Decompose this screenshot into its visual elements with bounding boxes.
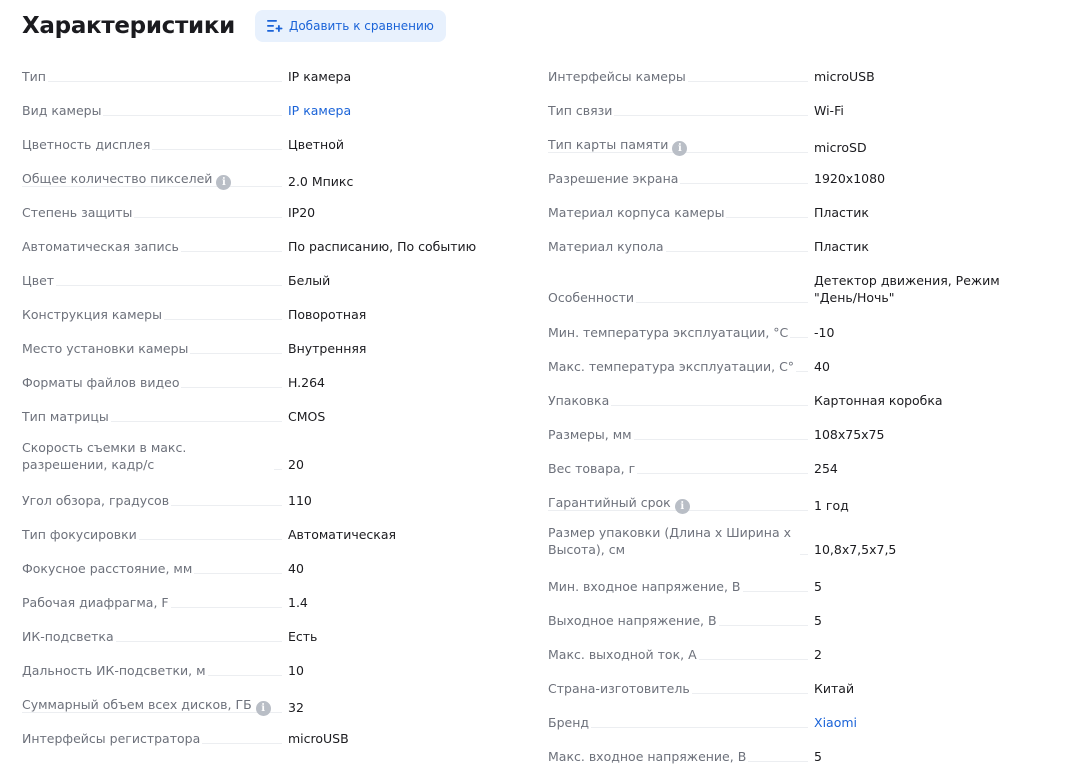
spec-label: Размеры, мм bbox=[548, 427, 632, 442]
spec-row bbox=[22, 592, 492, 611]
spec-label: Форматы файлов видео bbox=[22, 375, 180, 390]
spec-row bbox=[22, 626, 492, 645]
spec-label-cell bbox=[22, 372, 288, 391]
spec-value: Пластик bbox=[814, 205, 869, 220]
spec-row bbox=[548, 492, 1048, 514]
spec-label-cell bbox=[22, 660, 288, 679]
spec-value: Картонная коробка bbox=[814, 393, 943, 408]
spec-row bbox=[548, 458, 1048, 477]
spec-label: Упаковка bbox=[548, 393, 610, 408]
spec-row bbox=[548, 322, 1048, 341]
spec-label-cell bbox=[548, 678, 814, 697]
spec-value: 20 bbox=[288, 457, 304, 472]
spec-row bbox=[22, 406, 492, 425]
spec-value: 5 bbox=[814, 749, 822, 764]
spec-row bbox=[548, 236, 1048, 255]
spec-value: microUSB bbox=[814, 69, 875, 84]
spec-value-link[interactable]: IP камера bbox=[288, 103, 352, 118]
spec-row bbox=[22, 524, 492, 543]
spec-value: microUSB bbox=[288, 731, 349, 746]
spec-value: H.264 bbox=[288, 375, 326, 390]
spec-label: Место установки камеры bbox=[22, 341, 189, 356]
spec-label-cell bbox=[22, 558, 288, 577]
spec-label: Гарантийный срок i bbox=[548, 495, 692, 510]
info-icon[interactable]: i bbox=[675, 499, 690, 514]
spec-label-cell bbox=[22, 270, 288, 289]
spec-row bbox=[22, 270, 492, 289]
spec-value: 2.0 Мпикс bbox=[288, 174, 354, 189]
spec-label-cell bbox=[22, 592, 288, 611]
spec-label-cell bbox=[548, 356, 814, 375]
spec-row bbox=[548, 356, 1048, 375]
spec-label-cell bbox=[548, 458, 814, 477]
spec-value: 40 bbox=[288, 561, 304, 576]
spec-row bbox=[548, 390, 1048, 409]
spec-row bbox=[548, 100, 1048, 119]
section-title: Характеристики bbox=[22, 13, 235, 39]
spec-label-cell bbox=[22, 66, 288, 85]
spec-value: 10 bbox=[288, 663, 304, 678]
spec-row bbox=[548, 678, 1048, 697]
spec-label-cell bbox=[22, 490, 288, 509]
spec-label: Тип карты памяти i bbox=[548, 137, 689, 152]
spec-row bbox=[22, 694, 492, 716]
spec-label: Особенности bbox=[548, 290, 635, 305]
spec-row bbox=[548, 524, 1048, 558]
spec-row bbox=[22, 134, 492, 153]
spec-label-cell bbox=[548, 492, 814, 514]
spec-label: Дальность ИК-подсветки, м bbox=[22, 663, 206, 678]
spec-label-cell bbox=[548, 202, 814, 221]
spec-value: Китай bbox=[814, 681, 855, 696]
spec-label: Конструкция камеры bbox=[22, 307, 162, 322]
spec-value: 40 bbox=[814, 359, 830, 374]
spec-row bbox=[22, 66, 492, 85]
spec-leader-line bbox=[22, 285, 282, 286]
spec-value: 1.4 bbox=[288, 595, 308, 610]
spec-label: Макс. входное напряжение, В bbox=[548, 749, 747, 764]
spec-label-cell bbox=[548, 168, 814, 187]
spec-label: Тип bbox=[22, 69, 46, 84]
spec-value: microSD bbox=[814, 140, 867, 155]
spec-value-link[interactable]: Xiaomi bbox=[814, 715, 857, 730]
spec-row bbox=[22, 728, 492, 747]
spec-label-cell bbox=[22, 304, 288, 323]
info-icon[interactable]: i bbox=[256, 701, 271, 716]
add-to-compare-button[interactable] bbox=[255, 10, 446, 42]
spec-row bbox=[548, 746, 1048, 765]
spec-label-cell bbox=[22, 694, 288, 716]
spec-value: Детектор движения, Режим "День/Ночь" bbox=[814, 273, 1000, 305]
spec-row bbox=[22, 558, 492, 577]
spec-row bbox=[548, 202, 1048, 221]
spec-label-cell bbox=[22, 202, 288, 221]
spec-row bbox=[548, 712, 1048, 731]
spec-label-cell bbox=[548, 100, 814, 119]
spec-label: Вес товара, г bbox=[548, 461, 636, 476]
spec-row bbox=[548, 168, 1048, 187]
spec-label: Материал купола bbox=[548, 239, 664, 254]
spec-value: Цветной bbox=[288, 137, 344, 152]
spec-value: IP20 bbox=[288, 205, 316, 220]
spec-row bbox=[22, 202, 492, 221]
spec-label: Общее количество пикселей i bbox=[22, 171, 233, 186]
spec-label-cell bbox=[548, 712, 814, 731]
spec-row bbox=[548, 576, 1048, 595]
spec-row bbox=[22, 168, 492, 190]
spec-label-cell bbox=[548, 66, 814, 85]
compare-list-icon bbox=[267, 19, 283, 33]
spec-label: ИК-подсветка bbox=[22, 629, 114, 644]
spec-value: По расписанию, По событию bbox=[288, 239, 477, 254]
spec-label: Тип фокусировки bbox=[22, 527, 137, 542]
spec-value: CMOS bbox=[288, 409, 326, 424]
spec-label: Цветность дисплея bbox=[22, 137, 151, 152]
spec-row bbox=[548, 272, 1048, 306]
spec-value: 1920x1080 bbox=[814, 171, 886, 186]
spec-label-cell bbox=[548, 134, 814, 156]
add-to-compare-label: Добавить к сравнению bbox=[288, 19, 434, 33]
spec-label: Скорость съемки в макс. разрешении, кадр/с bbox=[22, 439, 274, 473]
info-icon[interactable]: i bbox=[672, 141, 687, 156]
spec-label: Степень защиты bbox=[22, 205, 133, 220]
spec-value: 2 bbox=[814, 647, 822, 662]
spec-label-cell bbox=[22, 439, 288, 473]
spec-label-cell bbox=[548, 424, 814, 443]
spec-row bbox=[22, 100, 492, 119]
spec-value: -10 bbox=[814, 325, 835, 340]
spec-row bbox=[22, 660, 492, 679]
spec-label: Интерфейсы регистратора bbox=[22, 731, 201, 746]
spec-value: 10,8x7,5x7,5 bbox=[814, 542, 897, 557]
spec-label: Тип связи bbox=[548, 103, 613, 118]
section-header bbox=[22, 10, 446, 42]
spec-label-cell bbox=[22, 406, 288, 425]
spec-row bbox=[548, 66, 1048, 85]
spec-value: 5 bbox=[814, 613, 822, 628]
spec-label-cell bbox=[548, 390, 814, 409]
spec-value: Поворотная bbox=[288, 307, 367, 322]
spec-row bbox=[548, 134, 1048, 156]
spec-label-cell bbox=[22, 626, 288, 645]
spec-row bbox=[22, 338, 492, 357]
spec-row bbox=[22, 236, 492, 255]
spec-label: Макс. температура эксплуатации, С° bbox=[548, 359, 795, 374]
spec-label: Бренд bbox=[548, 715, 590, 730]
spec-label: Тип матрицы bbox=[22, 409, 109, 424]
spec-value: Внутренняя bbox=[288, 341, 367, 356]
spec-label: Страна-изготовитель bbox=[548, 681, 690, 696]
spec-label-cell bbox=[22, 524, 288, 543]
spec-label: Материал корпуса камеры bbox=[548, 205, 725, 220]
spec-label: Разрешение экрана bbox=[548, 171, 679, 186]
spec-label-cell bbox=[22, 236, 288, 255]
spec-label-cell bbox=[548, 610, 814, 629]
spec-label: Размер упаковки (Длина x Ширина x Высота), см bbox=[548, 524, 800, 558]
spec-label: Мин. температура эксплуатации, °С bbox=[548, 325, 789, 340]
spec-value: 5 bbox=[814, 579, 822, 594]
spec-label: Угол обзора, градусов bbox=[22, 493, 170, 508]
spec-label: Интерфейсы камеры bbox=[548, 69, 686, 84]
spec-leader-line bbox=[22, 186, 282, 187]
spec-value: 108x75x75 bbox=[814, 427, 885, 442]
spec-value: 32 bbox=[288, 700, 304, 715]
spec-row bbox=[22, 490, 492, 509]
spec-label-cell bbox=[22, 728, 288, 747]
spec-label: Вид камеры bbox=[22, 103, 102, 118]
spec-label: Суммарный объем всех дисков, ГБ i bbox=[22, 697, 273, 712]
spec-label: Макс. выходной ток, А bbox=[548, 647, 697, 662]
spec-value: 110 bbox=[288, 493, 312, 508]
spec-leader-line bbox=[22, 81, 282, 82]
spec-row bbox=[22, 304, 492, 323]
spec-value: 254 bbox=[814, 461, 838, 476]
spec-value: Пластик bbox=[814, 239, 869, 254]
spec-value: IP камера bbox=[288, 69, 352, 84]
spec-label: Фокусное расстояние, мм bbox=[22, 561, 193, 576]
spec-row bbox=[548, 424, 1048, 443]
spec-label: Выходное напряжение, В bbox=[548, 613, 717, 628]
spec-row bbox=[548, 610, 1048, 629]
spec-value: Есть bbox=[288, 629, 318, 644]
spec-label: Рабочая диафрагма, F bbox=[22, 595, 169, 610]
spec-label-cell bbox=[548, 236, 814, 255]
spec-label-cell bbox=[548, 287, 814, 306]
spec-label-cell bbox=[548, 524, 814, 558]
spec-label-cell bbox=[22, 338, 288, 357]
spec-label-cell bbox=[548, 576, 814, 595]
spec-value: Белый bbox=[288, 273, 331, 288]
spec-row bbox=[548, 644, 1048, 663]
spec-label-cell bbox=[548, 746, 814, 765]
spec-label: Цвет bbox=[22, 273, 55, 288]
spec-label-cell bbox=[22, 100, 288, 119]
spec-value: 1 год bbox=[814, 498, 849, 513]
spec-label-cell bbox=[548, 644, 814, 663]
spec-row bbox=[22, 372, 492, 391]
spec-value: Wi-Fi bbox=[814, 103, 844, 118]
info-icon[interactable]: i bbox=[216, 175, 231, 190]
spec-row bbox=[22, 439, 492, 473]
spec-label: Автоматическая запись bbox=[22, 239, 179, 254]
spec-label-cell bbox=[22, 134, 288, 153]
spec-label-cell bbox=[548, 322, 814, 341]
spec-label: Мин. входное напряжение, В bbox=[548, 579, 741, 594]
spec-leader-line bbox=[22, 712, 282, 713]
spec-label-cell bbox=[22, 168, 288, 190]
spec-value: Автоматическая bbox=[288, 527, 397, 542]
